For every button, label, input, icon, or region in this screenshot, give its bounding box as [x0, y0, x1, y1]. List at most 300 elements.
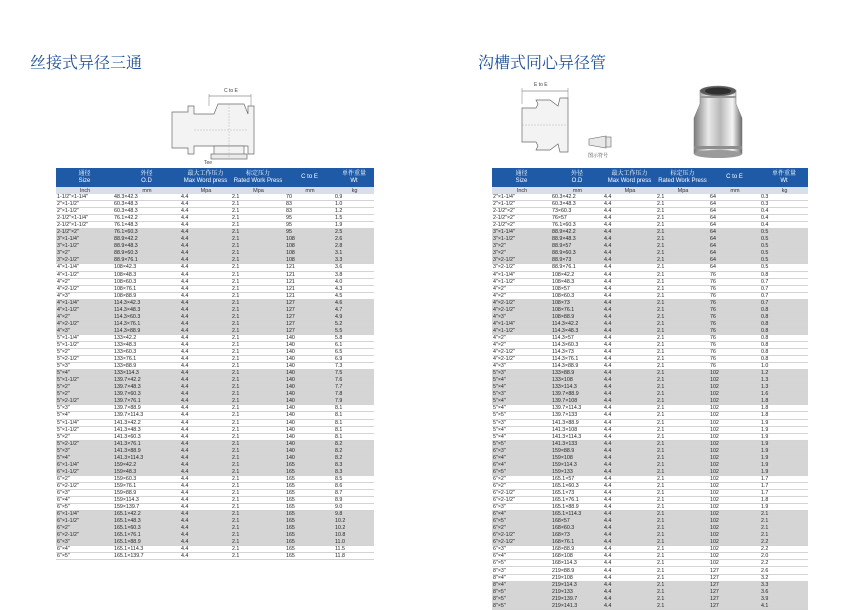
table-cell: 108×42.2 — [551, 271, 603, 278]
table-cell: 0.3 — [760, 194, 808, 201]
table-cell: 139.7×88.9 — [551, 391, 603, 398]
table-cell: 165 — [285, 511, 334, 518]
table-cell: 2"×1-1/2" — [492, 201, 551, 208]
table-row — [492, 222, 808, 229]
unit-cell: mm — [285, 187, 334, 194]
table-cell: 108×76.1 — [113, 285, 180, 292]
table-cell: 2.1 — [656, 201, 709, 208]
table-row — [492, 546, 808, 553]
table-cell: 4.4 — [180, 363, 231, 370]
table-cell: 165 — [285, 489, 334, 496]
table-row — [492, 419, 808, 426]
table-row — [56, 454, 374, 461]
table-row — [492, 602, 808, 609]
table-cell: 4.4 — [180, 525, 231, 532]
table-cell: 6.1 — [334, 341, 374, 348]
table-cell: 4.4 — [180, 313, 231, 320]
table-cell: 8.1 — [334, 412, 374, 419]
table-cell: 3"×2" — [56, 250, 113, 257]
right-section-title: 沟槽式同心异径管 — [478, 53, 607, 72]
table-cell: 76.1×42.2 — [113, 215, 180, 222]
table-cell: 9.0 — [334, 504, 374, 511]
table-cell: 7.5 — [334, 370, 374, 377]
table-cell: 108×57 — [551, 285, 603, 292]
table-cell: 6.5 — [334, 349, 374, 356]
table-cell: 2.1 — [656, 334, 709, 341]
table-cell: 0.7 — [760, 292, 808, 299]
table-row — [492, 236, 808, 243]
table-cell: 6.9 — [334, 356, 374, 363]
table-cell: 4.4 — [180, 454, 231, 461]
table-cell: 2.1 — [656, 250, 709, 257]
reducer-diagram — [514, 84, 590, 158]
table-cell: 2.1 — [231, 504, 285, 511]
table-cell: 1-1/2"×1-1/4" — [56, 194, 113, 201]
table-row — [56, 525, 374, 532]
table-cell: 4"×2-1/2" — [492, 299, 551, 306]
table-cell: 3.3 — [760, 581, 808, 588]
table-cell: 2.1 — [231, 518, 285, 525]
table-row — [492, 567, 808, 574]
table-cell: 2.1 — [656, 306, 709, 313]
table-cell: 2-1/2"×2" — [56, 229, 113, 236]
table-cell: 3"×2-1/2" — [492, 257, 551, 264]
table-cell: 0.4 — [760, 222, 808, 229]
reducer-photo — [690, 84, 746, 160]
table-cell: 165 — [285, 525, 334, 532]
header-wt-zh: 单件重量 — [771, 171, 796, 178]
table-cell: 9.8 — [334, 511, 374, 518]
table-cell: 4.4 — [180, 539, 231, 546]
table-cell: 2.1 — [760, 518, 808, 525]
table-row — [56, 497, 374, 504]
table-cell: 0.8 — [760, 334, 808, 341]
table-cell: 121 — [285, 285, 334, 292]
table-cell: 4.4 — [603, 370, 656, 377]
table-cell: 2.1 — [656, 447, 709, 454]
table-cell: 4.4 — [180, 447, 231, 454]
table-cell: 88.9×48.3 — [551, 236, 603, 243]
table-cell: 2.1 — [231, 215, 285, 222]
table-cell: 168×114.3 — [551, 560, 603, 567]
table-cell: 2.1 — [231, 243, 285, 250]
table-cell: 2.1 — [656, 511, 709, 518]
table-cell: 114.3×42.3 — [113, 299, 180, 306]
table-cell: 4.4 — [603, 588, 656, 595]
table-row — [56, 546, 374, 553]
table-cell: 2-1/2"×1-1/4" — [56, 215, 113, 222]
table-cell: 1.8 — [760, 405, 808, 412]
table-cell: 102 — [709, 391, 760, 398]
table-cell: 2.1 — [656, 518, 709, 525]
table-cell: 4.4 — [603, 356, 656, 363]
table-row — [492, 229, 808, 236]
table-row — [56, 370, 374, 377]
table-cell: 2.1 — [231, 264, 285, 271]
table-cell: 2.1 — [656, 264, 709, 271]
table-cell: 8.1 — [334, 419, 374, 426]
table-row — [492, 588, 808, 595]
table-row — [492, 341, 808, 348]
table-cell: 4.4 — [603, 243, 656, 250]
table-cell: 2.1 — [231, 398, 285, 405]
table-cell: 2.1 — [231, 370, 285, 377]
table-cell: 4.4 — [603, 229, 656, 236]
table-cell: 6"×2" — [56, 475, 113, 482]
table-cell: 114.3×48.3 — [113, 306, 180, 313]
table-cell: 4.7 — [334, 306, 374, 313]
table-cell: 4"×1-1/2" — [56, 271, 113, 278]
table-row — [56, 222, 374, 229]
table-cell: 2"×1-1/2" — [56, 208, 113, 215]
table-cell: 6"×3" — [492, 447, 551, 454]
table-cell: 140 — [285, 405, 334, 412]
table-cell: 108×60.3 — [551, 292, 603, 299]
table-row — [56, 539, 374, 546]
table-cell: 102 — [709, 405, 760, 412]
table-cell: 2.1 — [760, 511, 808, 518]
table-cell: 4"×2-1/2" — [56, 285, 113, 292]
table-cell: 102 — [709, 553, 760, 560]
table-cell: 2.1 — [760, 532, 808, 539]
table-cell: 4.4 — [180, 292, 231, 299]
table-cell: 6"×3" — [56, 539, 113, 546]
table-cell: 64 — [709, 264, 760, 271]
table-cell: 165 — [285, 553, 334, 560]
table-cell: 165 — [285, 468, 334, 475]
table-cell: 4"×2" — [492, 292, 551, 299]
table-cell: 8"×5" — [492, 595, 551, 602]
table-cell: 2.1 — [656, 363, 709, 370]
table-row — [492, 370, 808, 377]
table-cell: 1.7 — [760, 475, 808, 482]
table-row — [56, 461, 374, 468]
table-cell: 102 — [709, 482, 760, 489]
table-cell: 6"×3" — [492, 546, 551, 553]
table-cell: 2.1 — [656, 595, 709, 602]
table-cell: 133×48.3 — [113, 341, 180, 348]
table-cell: 4"×3" — [492, 363, 551, 370]
table-cell: 139.7×114.3 — [551, 405, 603, 412]
table-cell: 0.8 — [760, 327, 808, 334]
table-cell: 141.3×88.9 — [113, 447, 180, 454]
table-cell: 2.1 — [231, 447, 285, 454]
table-cell: 114.3×73 — [551, 349, 603, 356]
table-cell: 6"×2-1/2" — [492, 539, 551, 546]
table-cell: 2.1 — [656, 356, 709, 363]
table-cell: 2.1 — [656, 320, 709, 327]
table-cell: 11.0 — [334, 539, 374, 546]
table-cell: 2.1 — [760, 525, 808, 532]
table-cell: 3.3 — [334, 257, 374, 264]
table-cell: 2.1 — [231, 405, 285, 412]
table-cell: 140 — [285, 356, 334, 363]
table-cell: 219×114.3 — [551, 581, 603, 588]
table-cell: 88.9×60.3 — [551, 250, 603, 257]
table-cell: 133×88.9 — [113, 363, 180, 370]
table-cell: 139.7×114.3 — [113, 412, 180, 419]
table-cell: 5"×1-1/2" — [56, 377, 113, 384]
table-row — [56, 384, 374, 391]
table-row — [492, 539, 808, 546]
table-cell: 2.1 — [656, 553, 709, 560]
table-cell: 2.1 — [656, 243, 709, 250]
table-cell: 108×88.9 — [551, 313, 603, 320]
table-cell: 219×141.3 — [551, 602, 603, 609]
table-row — [492, 271, 808, 278]
table-cell: 76 — [709, 313, 760, 320]
tee-dim-label: C to E — [224, 88, 238, 94]
table-cell: 159×42.2 — [113, 461, 180, 468]
table-cell: 127 — [709, 588, 760, 595]
table-cell: 6"×2-1/2" — [492, 497, 551, 504]
table-cell: 114.3×60.3 — [113, 313, 180, 320]
table-cell: 4.4 — [603, 426, 656, 433]
table-cell: 2.1 — [656, 391, 709, 398]
table-cell: 108×48.3 — [113, 271, 180, 278]
table-cell: 3.6 — [334, 264, 374, 271]
table-cell: 4.4 — [603, 278, 656, 285]
table-cell: 4.6 — [334, 299, 374, 306]
table-row — [56, 327, 374, 334]
table-cell: 4.4 — [603, 398, 656, 405]
table-cell: 1.7 — [760, 489, 808, 496]
table-cell: 2.1 — [656, 525, 709, 532]
table-cell: 3"×2" — [492, 250, 551, 257]
table-cell: 114.3×42.2 — [551, 320, 603, 327]
table-cell: 102 — [709, 433, 760, 440]
table-cell: 6"×2" — [492, 482, 551, 489]
table-cell: 2-1/2"×2" — [492, 215, 551, 222]
table-cell: 4.4 — [180, 419, 231, 426]
table-cell: 4.4 — [603, 285, 656, 292]
table-cell: 127 — [709, 595, 760, 602]
table-cell: 0.3 — [760, 201, 808, 208]
table-cell: 4"×1-1/2" — [56, 306, 113, 313]
table-cell: 1.9 — [760, 433, 808, 440]
table-cell: 7.3 — [334, 363, 374, 370]
table-cell: 4"×1-1/2" — [492, 327, 551, 334]
table-cell: 139.7×108 — [551, 398, 603, 405]
table-cell: 64 — [709, 208, 760, 215]
table-cell: 6"×4" — [492, 461, 551, 468]
table-cell: 2.1 — [656, 349, 709, 356]
table-cell: 3.9 — [760, 595, 808, 602]
table-cell: 4"×3" — [56, 292, 113, 299]
table-unit-row — [492, 187, 808, 194]
table-cell: 159×133 — [551, 468, 603, 475]
header-maxpress-en: Max Word press — [183, 177, 228, 184]
table-cell: 2.1 — [231, 546, 285, 553]
table-cell: 3"×1-1/2" — [492, 236, 551, 243]
table-cell: 2.1 — [231, 475, 285, 482]
table-cell: 4.4 — [603, 412, 656, 419]
table-row — [492, 532, 808, 539]
table-cell: 76.1×48.3 — [113, 222, 180, 229]
table-cell: 108×73 — [551, 299, 603, 306]
table-cell: 121 — [285, 271, 334, 278]
table-cell: 2.2 — [760, 539, 808, 546]
table-cell: 4.4 — [180, 532, 231, 539]
table-cell: 4"×2" — [492, 334, 551, 341]
table-cell: 1.0 — [334, 201, 374, 208]
table-cell: 2.1 — [656, 229, 709, 236]
table-cell: 0.8 — [760, 320, 808, 327]
table-cell: 121 — [285, 278, 334, 285]
table-cell: 168×76.1 — [551, 539, 603, 546]
table-cell: 2-1/2"×2" — [492, 222, 551, 229]
table-cell: 108×88.9 — [113, 292, 180, 299]
table-cell: 139.7×60.3 — [113, 391, 180, 398]
table-cell: 8.6 — [334, 482, 374, 489]
table-cell: 0.5 — [760, 250, 808, 257]
table-cell: 76 — [709, 349, 760, 356]
table-cell: 60.3×48.3 — [113, 208, 180, 215]
table-row — [56, 250, 374, 257]
table-row — [492, 398, 808, 405]
table-cell: 6"×2" — [492, 475, 551, 482]
table-cell: 6"×1-1/2" — [56, 468, 113, 475]
table-cell: 0.8 — [760, 349, 808, 356]
table-cell: 4.4 — [180, 341, 231, 348]
table-cell: 102 — [709, 370, 760, 377]
table-cell: 64 — [709, 194, 760, 201]
table-cell: 2.1 — [656, 588, 709, 595]
table-cell: 2.1 — [656, 384, 709, 391]
table-cell: 6"×5" — [56, 504, 113, 511]
table-row — [56, 215, 374, 222]
table-cell: 2.1 — [656, 194, 709, 201]
table-cell: 139.7×48.3 — [113, 384, 180, 391]
table-cell: 5"×2" — [56, 384, 113, 391]
table-cell: 165.1×139.7 — [113, 553, 180, 560]
table-cell: 4.4 — [180, 306, 231, 313]
table-row — [56, 419, 374, 426]
table-cell: 2.1 — [656, 278, 709, 285]
table-cell: 8.5 — [334, 475, 374, 482]
table-cell: 0.9 — [334, 194, 374, 201]
table-row — [492, 447, 808, 454]
table-cell: 2.1 — [231, 306, 285, 313]
table-cell: 8.9 — [334, 497, 374, 504]
table-cell: 4.4 — [180, 349, 231, 356]
table-cell: 4.4 — [180, 194, 231, 201]
table-cell: 1.8 — [760, 412, 808, 419]
table-cell: 4.4 — [603, 349, 656, 356]
table-cell: 165 — [285, 532, 334, 539]
table-row — [56, 532, 374, 539]
table-cell: 140 — [285, 426, 334, 433]
table-cell: 2.1 — [656, 257, 709, 264]
table-cell: 102 — [709, 525, 760, 532]
table-cell: 4.4 — [180, 215, 231, 222]
table-row — [56, 391, 374, 398]
unit-cell: Inch — [492, 187, 551, 194]
table-row — [56, 412, 374, 419]
table-cell: 4.4 — [603, 560, 656, 567]
unit-cell: Mpa — [231, 187, 285, 194]
table-row — [56, 356, 374, 363]
table-cell: 2.1 — [656, 489, 709, 496]
table-cell: 140 — [285, 384, 334, 391]
table-cell: 0.5 — [760, 257, 808, 264]
table-cell: 2.1 — [656, 341, 709, 348]
table-cell: 102 — [709, 398, 760, 405]
table-cell: 2.1 — [231, 271, 285, 278]
table-cell: 165.1×60.3 — [113, 525, 180, 532]
table-cell: 2.1 — [231, 412, 285, 419]
table-cell: 4.4 — [603, 377, 656, 384]
table-cell: 108×60.3 — [113, 278, 180, 285]
table-cell: 4.4 — [603, 447, 656, 454]
table-cell: 159×114.3 — [551, 461, 603, 468]
table-cell: 159×48.3 — [113, 468, 180, 475]
table-cell: 2.1 — [656, 222, 709, 229]
table-cell: 88.9×42.2 — [551, 229, 603, 236]
table-cell: 6"×3" — [56, 489, 113, 496]
table-cell: 7.9 — [334, 398, 374, 405]
table-cell: 127 — [709, 567, 760, 574]
table-cell: 2.1 — [656, 377, 709, 384]
table-cell: 140 — [285, 341, 334, 348]
table-cell: 2.1 — [231, 468, 285, 475]
table-cell: 102 — [709, 475, 760, 482]
header-wt-zh: 单件重量 — [341, 171, 366, 178]
table-cell: 4.4 — [180, 299, 231, 306]
table-cell: 102 — [709, 539, 760, 546]
table-cell: 6"×2" — [56, 525, 113, 532]
table-cell: 8"×4" — [492, 574, 551, 581]
table-cell: 127 — [285, 313, 334, 320]
table-cell: 159×88.9 — [551, 447, 603, 454]
table-cell: 102 — [709, 447, 760, 454]
table-cell: 2.1 — [231, 377, 285, 384]
table-cell: 127 — [285, 299, 334, 306]
table-cell: 2.1 — [231, 194, 285, 201]
table-cell: 6"×3" — [492, 504, 551, 511]
table-cell: 2.1 — [656, 215, 709, 222]
table-cell: 5"×5" — [492, 412, 551, 419]
table-cell: 1.0 — [760, 363, 808, 370]
table-row — [492, 356, 808, 363]
table-cell: 70 — [285, 194, 334, 201]
table-cell: 4.4 — [603, 511, 656, 518]
table-cell: 2.1 — [231, 363, 285, 370]
table-cell: 4.4 — [603, 454, 656, 461]
table-cell: 4.4 — [180, 546, 231, 553]
table-cell: 4.4 — [180, 504, 231, 511]
table-cell: 1.9 — [760, 461, 808, 468]
table-cell: 102 — [709, 497, 760, 504]
header-od-en: O.D — [141, 177, 152, 184]
table-cell: 2.1 — [656, 539, 709, 546]
table-cell: 6"×2-1/2" — [56, 532, 113, 539]
header-maxpress-zh: 最大工作压力 — [611, 171, 648, 178]
table-row — [492, 412, 808, 419]
table-cell: 5"×4" — [492, 398, 551, 405]
table-row — [56, 236, 374, 243]
table-row — [492, 334, 808, 341]
table-cell: 159×88.9 — [113, 489, 180, 496]
table-row — [56, 264, 374, 271]
table-row — [492, 250, 808, 257]
table-row — [492, 384, 808, 391]
table-cell: 165.1×57 — [551, 475, 603, 482]
table-cell: 5"×3" — [492, 391, 551, 398]
table-row — [56, 447, 374, 454]
table-row — [492, 581, 808, 588]
table-cell: 102 — [709, 419, 760, 426]
